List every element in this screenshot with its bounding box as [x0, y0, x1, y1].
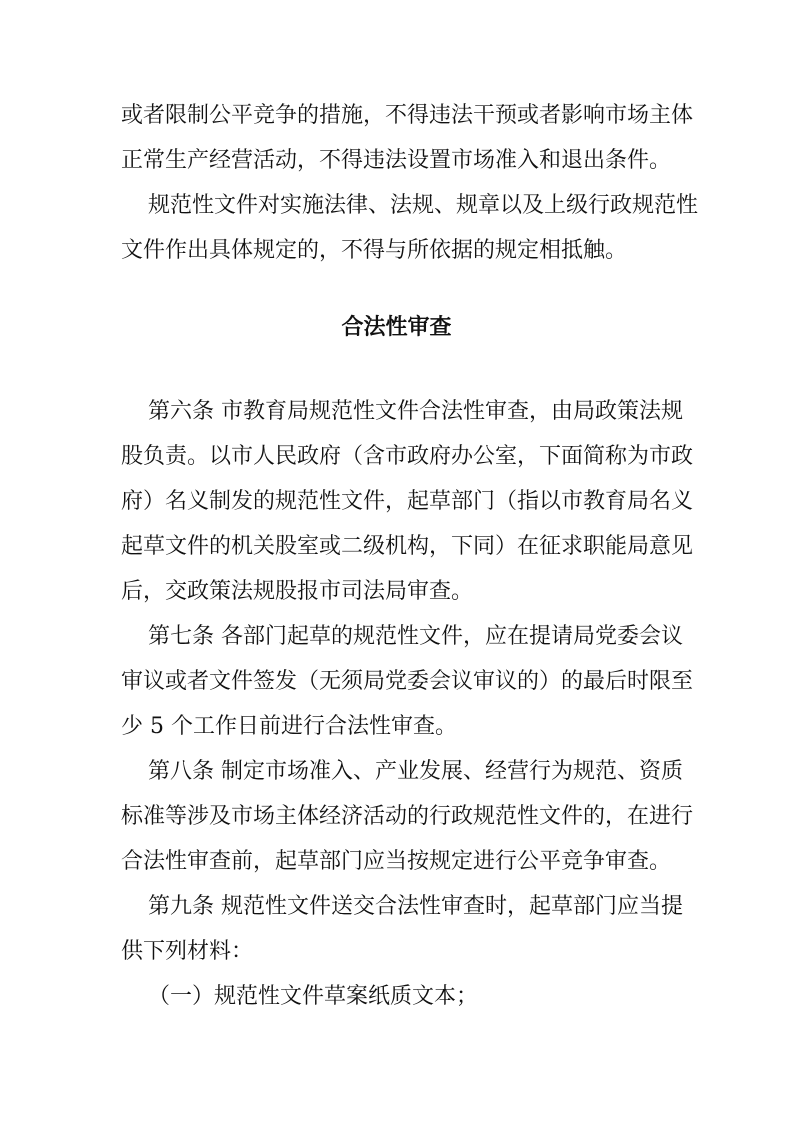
- article-9-line-1: 第九条 规范性文件送交合法性审查时，起草部门应当提: [148, 894, 683, 919]
- article-6-line-5: 后，交政策法规股报市司法局审查。: [121, 579, 474, 604]
- article-6-line-1: 第六条 市教育局规范性文件合法性审查，由局政策法规: [148, 399, 683, 424]
- article-6-line-2: 股负责。以市人民政府（含市政府办公室，下面简称为市政: [121, 444, 694, 469]
- paragraph-1-line-1: 或者限制公平竞争的措施，不得违法干预或者影响市场主体: [121, 103, 694, 128]
- article-6-line-4: 起草文件的机关股室或二级机构，下同）在征求职能局意见: [121, 534, 694, 559]
- article-7-line-3: 少 5 个工作日前进行合法性审查。: [121, 714, 457, 739]
- article-7-line-2: 审议或者文件签发（无须局党委会议审议的）的最后时限至: [121, 669, 694, 694]
- article-7-line-1: 第七条 各部门起草的规范性文件，应在提请局党委会议: [148, 624, 683, 649]
- paragraph-1-line-2: 正常生产经营活动，不得违法设置市场准入和退出条件。: [121, 148, 672, 173]
- paragraph-2-line-2: 文件作出具体规定的，不得与所依据的规定相抵触。: [121, 238, 628, 263]
- section-heading: 合法性审查: [341, 315, 452, 340]
- article-8-line-1: 第八条 制定市场准入、产业发展、经营行为规范、资质: [148, 759, 683, 784]
- paragraph-2-line-1: 规范性文件对实施法律、法规、规章以及上级行政规范性: [148, 193, 699, 218]
- article-9-line-2: 供下列材料：: [121, 939, 254, 964]
- article-8-line-3: 合法性审查前，起草部门应当按规定进行公平竞争审查。: [121, 849, 672, 874]
- list-item-1: （一）规范性文件草案纸质文本；: [148, 984, 479, 1009]
- article-8-line-2: 标准等涉及市场主体经济活动的行政规范性文件的，在进行: [121, 804, 694, 829]
- article-6-line-3: 府）名义制发的规范性文件，起草部门（指以市教育局名义: [121, 489, 694, 514]
